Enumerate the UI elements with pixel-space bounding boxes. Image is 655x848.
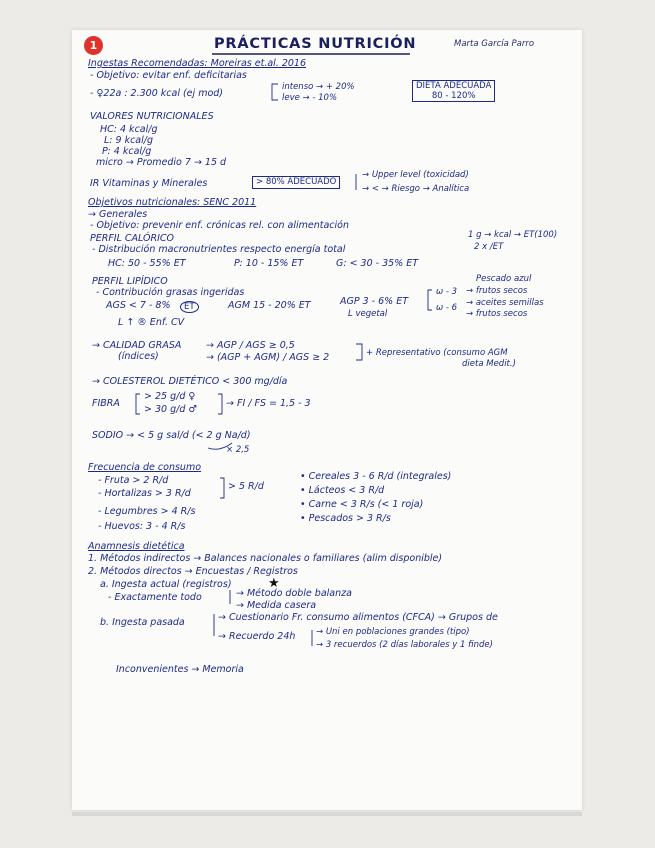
sal-na-ratio: × 2,5 xyxy=(226,445,250,455)
objetivo-prevenir: - Objetivo: prevenir enf. crónicas rel. con alimentación xyxy=(90,220,349,231)
metodos-indirectos: 1. Métodos indirectos → Balances nacionales o familiares (alim disponible) xyxy=(88,553,443,564)
frecuencia-header: Frecuencia de consumo xyxy=(88,462,202,473)
tres-recuerdos: → 3 recuerdos (2 días laborales y 1 finde) xyxy=(316,640,493,650)
kcal-line: - ♀22a : 2.300 kcal (ej mod) xyxy=(90,88,223,99)
valores-header: VALORES NUTRICIONALES xyxy=(90,111,214,122)
perfil-lipidico-header: PERFIL LIPÍDICO xyxy=(92,276,168,287)
generales-line: → Generales xyxy=(88,209,148,220)
agp-value: AGP 3 - 6% ET xyxy=(340,296,409,307)
five-r-day: > 5 R/d xyxy=(228,481,264,492)
agp-ags-ratio: → AGP / AGS ≥ 0,5 xyxy=(206,340,295,351)
intenso-line: intenso → + 20% xyxy=(282,82,355,92)
agm-value: AGM 15 - 20% ET xyxy=(228,300,311,311)
indices-label: (índices) xyxy=(118,351,159,362)
uni-poblaciones: → Uni en poblaciones grandes (tipo) xyxy=(316,627,470,637)
perfil-calorico-header: PERFIL CALÓRICO xyxy=(90,233,175,244)
cereales-freq: • Cereales 3 - 6 R/d (integrales) xyxy=(300,471,452,482)
fi-fs-ratio: → FI / FS = 1,5 - 3 xyxy=(226,398,311,409)
anamnesis-header: Anamnesis dietética xyxy=(88,541,185,552)
carne-freq: • Carne < 3 R/s (< 1 roja) xyxy=(300,499,424,510)
dieta-adecuada-box: DIETA ADECUADA 80 - 120% xyxy=(412,80,495,102)
recuerdo-24h: → Recuerdo 24h xyxy=(218,631,296,642)
fibra-male: > 30 g/d ♂ xyxy=(144,404,197,415)
contribucion-line: - Contribución grasas ingeridas xyxy=(96,287,245,298)
upper-level: → Upper level (toxicidad) xyxy=(362,170,469,180)
frutos-secos-1: → frutos secos xyxy=(466,286,528,296)
g-kcal-note: 1 g → kcal → ET(100) xyxy=(468,230,558,240)
fruta-freq: - Fruta > 2 R/d xyxy=(98,475,169,486)
ir-adecuado-box: > 80% ADECUADO xyxy=(252,176,340,189)
huevos-freq: - Huevos: 3 - 4 R/s xyxy=(98,521,186,532)
hc-percent: HC: 50 - 55% ET xyxy=(108,258,186,269)
ir-line: IR Vitaminas y Minerales xyxy=(90,178,208,189)
inconvenientes-line: Inconvenientes → Memoria xyxy=(116,664,244,675)
omega3-label: ω - 3 xyxy=(436,287,457,297)
objetivos-header: Objetivos nutricionales: SENC 2011 xyxy=(88,197,257,208)
enf-cv-note: L ↑ ® Enf. CV xyxy=(118,317,185,328)
page-number-badge: 1 xyxy=(84,36,103,55)
cuestionario-line: → Cuestionario Fr. consumo alimentos (CFCA) → Grupos de xyxy=(218,612,498,623)
omega6-label: ω - 6 xyxy=(436,303,457,313)
vegetal-note: L vegetal xyxy=(348,309,388,319)
x-et-note: 2 x /ET xyxy=(474,242,504,252)
representativo-note: + Representativo (consumo AGM xyxy=(366,348,508,358)
ingesta-pasada: b. Ingesta pasada xyxy=(100,617,185,628)
doble-balanza: → Método doble balanza xyxy=(236,588,352,599)
p-value: P: 4 kcal/g xyxy=(102,146,152,157)
hc-value: HC: 4 kcal/g xyxy=(100,124,158,135)
star-icon: ★ xyxy=(268,576,280,591)
agp-agm-ratio: → (AGP + AGM) / AGS ≥ 2 xyxy=(206,352,330,363)
distribucion-line: - Distribución macronutrientes respecto energía total xyxy=(92,244,346,255)
exactamente-todo: - Exactamente todo xyxy=(108,592,202,603)
pescados-freq: • Pescados > 3 R/s xyxy=(300,513,391,524)
frutos-secos-2: → frutos secos xyxy=(466,309,528,319)
objetivo-line: - Objetivo: evitar enf. deficitarias xyxy=(90,70,247,81)
fibra-label: FIBRA xyxy=(92,398,120,409)
ingestas-header: Ingestas Recomendadas: Moreiras et.al. 2016 xyxy=(88,58,306,69)
ags-value: AGS < 7 - 8% xyxy=(106,300,171,311)
ags-et-circle: ET xyxy=(180,301,199,313)
hortalizas-freq: - Hortalizas > 3 R/d xyxy=(98,488,191,499)
sodio-line: SODIO → < 5 g sal/d (< 2 g Na/d) xyxy=(92,430,251,441)
colesterol-line: → COLESTEROL DIETÉTICO < 300 mg/día xyxy=(92,376,288,387)
aceites-semillas: → aceites semillas xyxy=(466,298,544,308)
metodos-directos: 2. Métodos directos → Encuestas / Registros xyxy=(88,566,298,577)
lacteos-freq: • Lácteos < 3 R/d xyxy=(300,485,385,496)
l-value: L: 9 kcal/g xyxy=(104,135,153,146)
riesgo-line: → < → Riesgo → Analítica xyxy=(362,184,470,194)
fibra-female: > 25 g/d ♀ xyxy=(144,391,196,402)
ingesta-actual: a. Ingesta actual (registros) xyxy=(100,579,232,590)
page-title: PRÁCTICAS NUTRICIÓN xyxy=(214,36,417,52)
leve-line: leve → - 10% xyxy=(282,93,338,103)
legumbres-freq: - Legumbres > 4 R/s xyxy=(98,506,196,517)
dieta-medit-note: dieta Medit.) xyxy=(462,359,516,369)
g-percent: G: < 30 - 35% ET xyxy=(336,258,419,269)
pescado-azul: Pescado azul xyxy=(476,274,532,284)
medida-casera: → Medida casera xyxy=(236,600,317,611)
micro-value: micro → Promedio 7 → 15 d xyxy=(96,157,227,168)
calidad-grasa: → CALIDAD GRASA xyxy=(92,340,182,351)
author-name: Marta García Parro xyxy=(454,39,535,49)
p-percent: P: 10 - 15% ET xyxy=(234,258,304,269)
